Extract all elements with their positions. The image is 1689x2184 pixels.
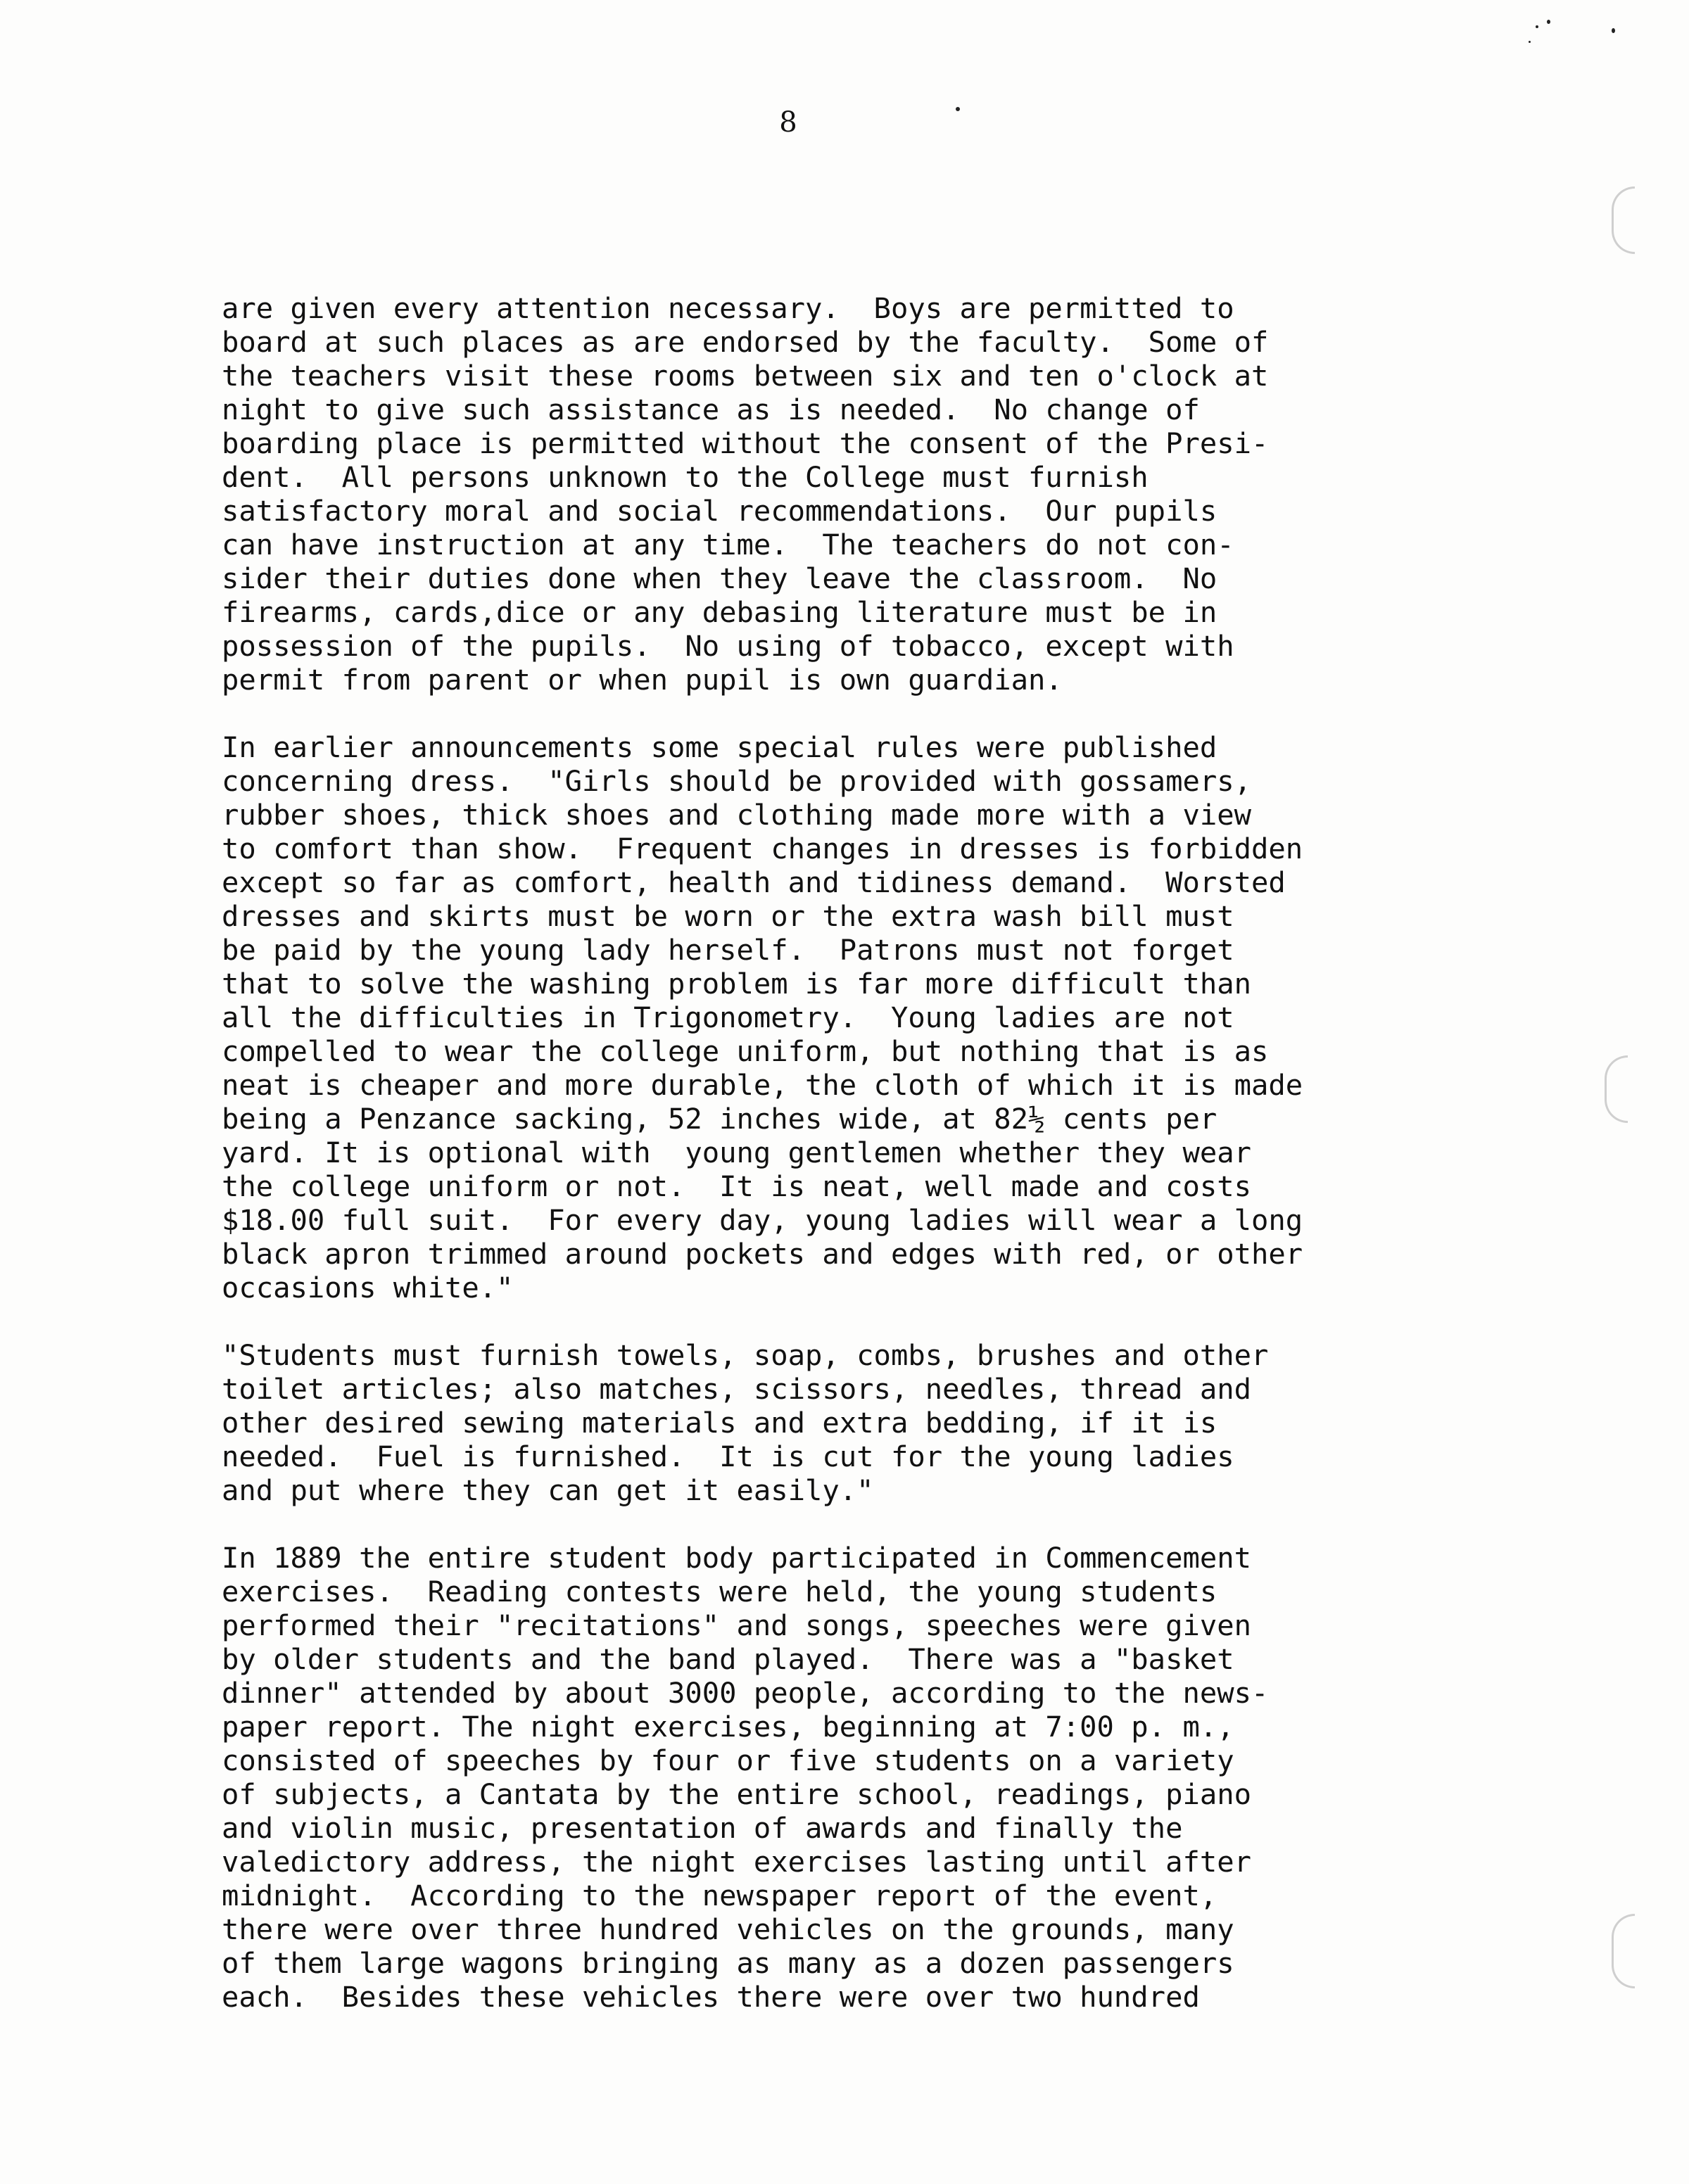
text-line: of them large wagons bringing as many as a dozen passengers xyxy=(222,1946,1234,1980)
text-line: paper report. The night exercises, beginning at 7:00 p. m., xyxy=(222,1710,1234,1744)
text-line: dresses and skirts must be worn or the extra wash bill must xyxy=(222,899,1234,933)
text-line: consisted of speeches by four or five students on a variety xyxy=(222,1744,1234,1777)
paragraph xyxy=(222,1338,1510,1507)
text-line: there were over three hundred vehicles on the grounds, many xyxy=(222,1912,1234,1946)
paragraph xyxy=(222,291,1510,697)
bleed-through-mark xyxy=(1605,1055,1628,1123)
text-line: possession of the pupils. No using of tobacco, except with xyxy=(222,629,1234,663)
text-line: sider their duties done when they leave the classroom. No xyxy=(222,561,1217,595)
text-line: permit from parent or when pupil is own guardian. xyxy=(222,663,1063,697)
text-line: concerning dress. "Girls should be provided with gossamers, xyxy=(222,764,1251,798)
text-line: exercises. Reading contests were held, the young students xyxy=(222,1575,1217,1608)
text-line: yard. It is optional with young gentlemen whether they wear xyxy=(222,1136,1251,1169)
text-line: In earlier announcements some special rules were published xyxy=(222,730,1217,764)
paragraph xyxy=(222,730,1510,1304)
text-line: black apron trimmed around pockets and edges with red, or other xyxy=(222,1237,1303,1271)
text-line: and put where they can get it easily." xyxy=(222,1473,874,1507)
paragraph xyxy=(222,1541,1510,2014)
text-line: can have instruction at any time. The teachers do not con- xyxy=(222,528,1234,561)
text-line: other desired sewing materials and extra bedding, if it is xyxy=(222,1406,1217,1440)
text-line: to comfort than show. Frequent changes in dresses is forbidden xyxy=(222,832,1303,865)
text-line: toilet articles; also matches, scissors, needles, thread and xyxy=(222,1372,1251,1406)
text-line: the teachers visit these rooms between six and ten o'clock at xyxy=(222,359,1269,393)
text-line: each. Besides these vehicles there were over two hundred xyxy=(222,1980,1200,2014)
ink-speck xyxy=(1547,20,1550,24)
text-line: firearms, cards,dice or any debasing literature must be in xyxy=(222,595,1217,629)
text-line: boarding place is permitted without the consent of the Presi- xyxy=(222,426,1269,460)
ink-speck xyxy=(1536,25,1538,28)
text-line: are given every attention necessary. Boys are permitted to xyxy=(222,291,1234,325)
body-text xyxy=(222,291,1510,2048)
text-line: board at such places as are endorsed by the faculty. Some of xyxy=(222,325,1269,359)
text-line: occasions white." xyxy=(222,1271,514,1304)
text-line: midnight. According to the newspaper report of the event, xyxy=(222,1879,1217,1912)
text-line: valedictory address, the night exercises lasting until after xyxy=(222,1845,1251,1879)
text-line: and violin music, presentation of awards and finally the xyxy=(222,1811,1183,1845)
text-line: dent. All persons unknown to the College must furnish xyxy=(222,460,1149,494)
text-line: by older students and the band played. There was a "basket xyxy=(222,1642,1234,1676)
text-line: except so far as comfort, health and tidiness demand. Worsted xyxy=(222,865,1286,899)
ink-speck xyxy=(1529,41,1531,43)
bleed-through-mark xyxy=(1612,186,1635,254)
text-line: night to give such assistance as is needed. No change of xyxy=(222,393,1200,426)
text-line: performed their "recitations" and songs, speeches were given xyxy=(222,1608,1251,1642)
text-line: all the difficulties in Trigonometry. Young ladies are not xyxy=(222,1001,1234,1034)
bleed-through-mark xyxy=(1612,1914,1635,1988)
text-line: satisfactory moral and social recommendations. Our pupils xyxy=(222,494,1217,528)
ink-speck xyxy=(1612,28,1615,33)
text-line: needed. Fuel is furnished. It is cut for the young ladies xyxy=(222,1440,1234,1473)
text-line: being a Penzance sacking, 52 inches wide, at 82½ cents per xyxy=(222,1102,1217,1136)
text-line: the college uniform or not. It is neat, well made and costs xyxy=(222,1169,1251,1203)
text-line: In 1889 the entire student body participated in Commencement xyxy=(222,1541,1251,1575)
text-line: $18.00 full suit. For every day, young ladies will wear a long xyxy=(222,1203,1303,1237)
text-line: neat is cheaper and more durable, the cloth of which it is made xyxy=(222,1068,1303,1102)
text-line: compelled to wear the college uniform, but nothing that is as xyxy=(222,1034,1269,1068)
text-line: be paid by the young lady herself. Patrons must not forget xyxy=(222,933,1234,967)
text-line: that to solve the washing problem is far more difficult than xyxy=(222,967,1251,1001)
page-number: 8 xyxy=(779,106,797,139)
ink-speck xyxy=(956,107,960,111)
text-line: of subjects, a Cantata by the entire school, readings, piano xyxy=(222,1777,1251,1811)
text-line: dinner" attended by about 3000 people, according to the news- xyxy=(222,1676,1269,1710)
text-line: "Students must furnish towels, soap, combs, brushes and other xyxy=(222,1338,1269,1372)
text-line: rubber shoes, thick shoes and clothing made more with a view xyxy=(222,798,1251,832)
